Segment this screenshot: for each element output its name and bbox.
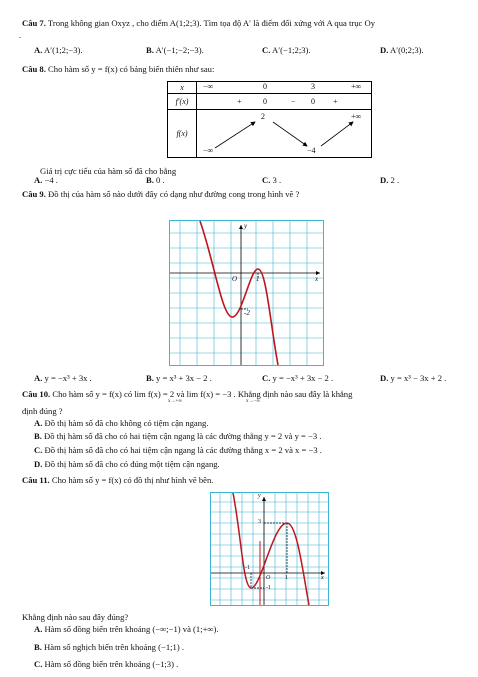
q10-option-b[interactable]: B. Đồ thị hàm số đã cho có hai tiệm cận ngang là các đường thẳng y = 2 và y = −3 . <box>34 431 322 441</box>
q11-curve <box>233 493 309 605</box>
vt-fp-label: f′(x) <box>168 94 197 110</box>
vt-x-pos-inf: +∞ <box>351 82 362 91</box>
q10-option-a[interactable]: A. Đồ thị hàm số đã cho không có tiệm cận ngang. <box>34 418 209 428</box>
q9-option-b[interactable]: B. y = x³ + 3x − 2 . <box>146 373 212 383</box>
q10-stem-2: định đúng ? <box>22 406 63 416</box>
q8-text: Cho hàm số y = f(x) có bảng biến thiên như sau: <box>48 64 215 74</box>
vt-f-label: f(x) <box>168 110 197 158</box>
q10-lim-sub-2: x→−∞ <box>246 399 260 404</box>
vt-f-pos-inf: +∞ <box>351 112 362 121</box>
vt-x-label: x <box>168 82 197 94</box>
q10-stem: Câu 10. Cho hàm số y = f(x) có lim f(x) = 2 và lim f(x) = −3 . Khẳng định nào sau đây là khẳng <box>22 389 353 399</box>
q7-text: Trong không gian Oxyz , cho điểm A(1;2;3). Tìm tọa độ A′ là điểm đối xứng với A qua trục Oy <box>47 18 376 28</box>
q11-stem: Câu 11. Cho hàm số y = f(x) có đồ thị như hình vẽ bên. <box>22 475 214 485</box>
q9-option-a[interactable]: A. y = −x³ + 3x . <box>34 373 92 383</box>
q8-stem <box>22 64 214 75</box>
q10-lim-sub-1: x→+∞ <box>168 399 182 404</box>
vt-fp-sign-1: + <box>237 97 242 106</box>
vt-f-min: −4 <box>307 146 316 155</box>
vt-arrows <box>197 110 372 158</box>
vt-fp-sign-3: + <box>333 97 338 106</box>
q9-option-d[interactable]: D. y = x³ − 3x + 2 . <box>380 373 447 383</box>
vt-x-neg-inf: −∞ <box>203 82 214 91</box>
q10-option-d[interactable]: D. Đồ thị hàm số đã cho có đúng một tiệm cận ngang. <box>34 459 220 469</box>
q9-graph-svg <box>170 221 323 365</box>
q7-number: Câu 7. <box>22 18 46 28</box>
q11-option-c[interactable]: C. Hàm số đồng biến trên khoảng (−1;3) . <box>34 659 179 669</box>
q7-stem <box>22 18 375 29</box>
q11-sub: Khẳng định nào sau đây đúng? <box>22 612 129 622</box>
q8-option-b[interactable]: B. 0 . <box>146 175 165 185</box>
q7-option-d[interactable]: D. A′(0;2;3). <box>380 45 424 55</box>
q8-option-d[interactable]: D. 2 . <box>380 175 400 185</box>
q8-option-a[interactable]: A. −4 . <box>34 175 58 185</box>
q9-stem: Câu 9. Đồ thị của hàm số nào dưới đây có dạng như đường cong trong hình vẽ ? <box>22 189 300 199</box>
vt-f-neg-inf: −∞ <box>203 146 214 155</box>
variation-table <box>167 81 372 158</box>
q7-option-c[interactable]: C. A′(−1;2;3). <box>262 45 311 55</box>
vt-fp-zero-1: 0 <box>263 97 267 106</box>
q11-option-b[interactable]: B. Hàm số nghịch biến trên khoảng (−1;1) . <box>34 642 184 652</box>
q8-number: Câu 8. <box>22 64 46 74</box>
q8-option-c[interactable]: C. 3 . <box>262 175 282 185</box>
q9-option-c[interactable]: C. y = −x³ + 3x − 2 . <box>262 373 334 383</box>
q11-graph: y x 3 -1 1 -1 O <box>210 492 329 606</box>
q11-option-a[interactable]: A. Hàm số đồng biến trên khoảng (−∞;−1) và (1;+∞). <box>34 624 219 634</box>
vt-x-0: 0 <box>263 82 267 91</box>
vt-f-max: 2 <box>261 112 265 121</box>
vt-fp-zero-2: 0 <box>311 97 315 106</box>
q7-option-a[interactable]: A. A′(1;2;−3). <box>34 45 83 55</box>
vt-x-3: 3 <box>311 82 315 91</box>
q7-option-b[interactable]: B. A′(−1;−2;−3). <box>146 45 204 55</box>
vt-fp-sign-2: − <box>291 97 296 106</box>
q9-graph: y x O 1 -2 <box>169 220 324 366</box>
q10-option-c[interactable]: C. Đồ thị hàm số đã cho có hai tiệm cận ngang là các đường thẳng x = 2 và x = −3 . <box>34 445 322 455</box>
q8-sub: Giá trị cực tiểu của hàm số đã cho bằng <box>40 166 177 176</box>
q7-dot: . <box>19 30 22 40</box>
